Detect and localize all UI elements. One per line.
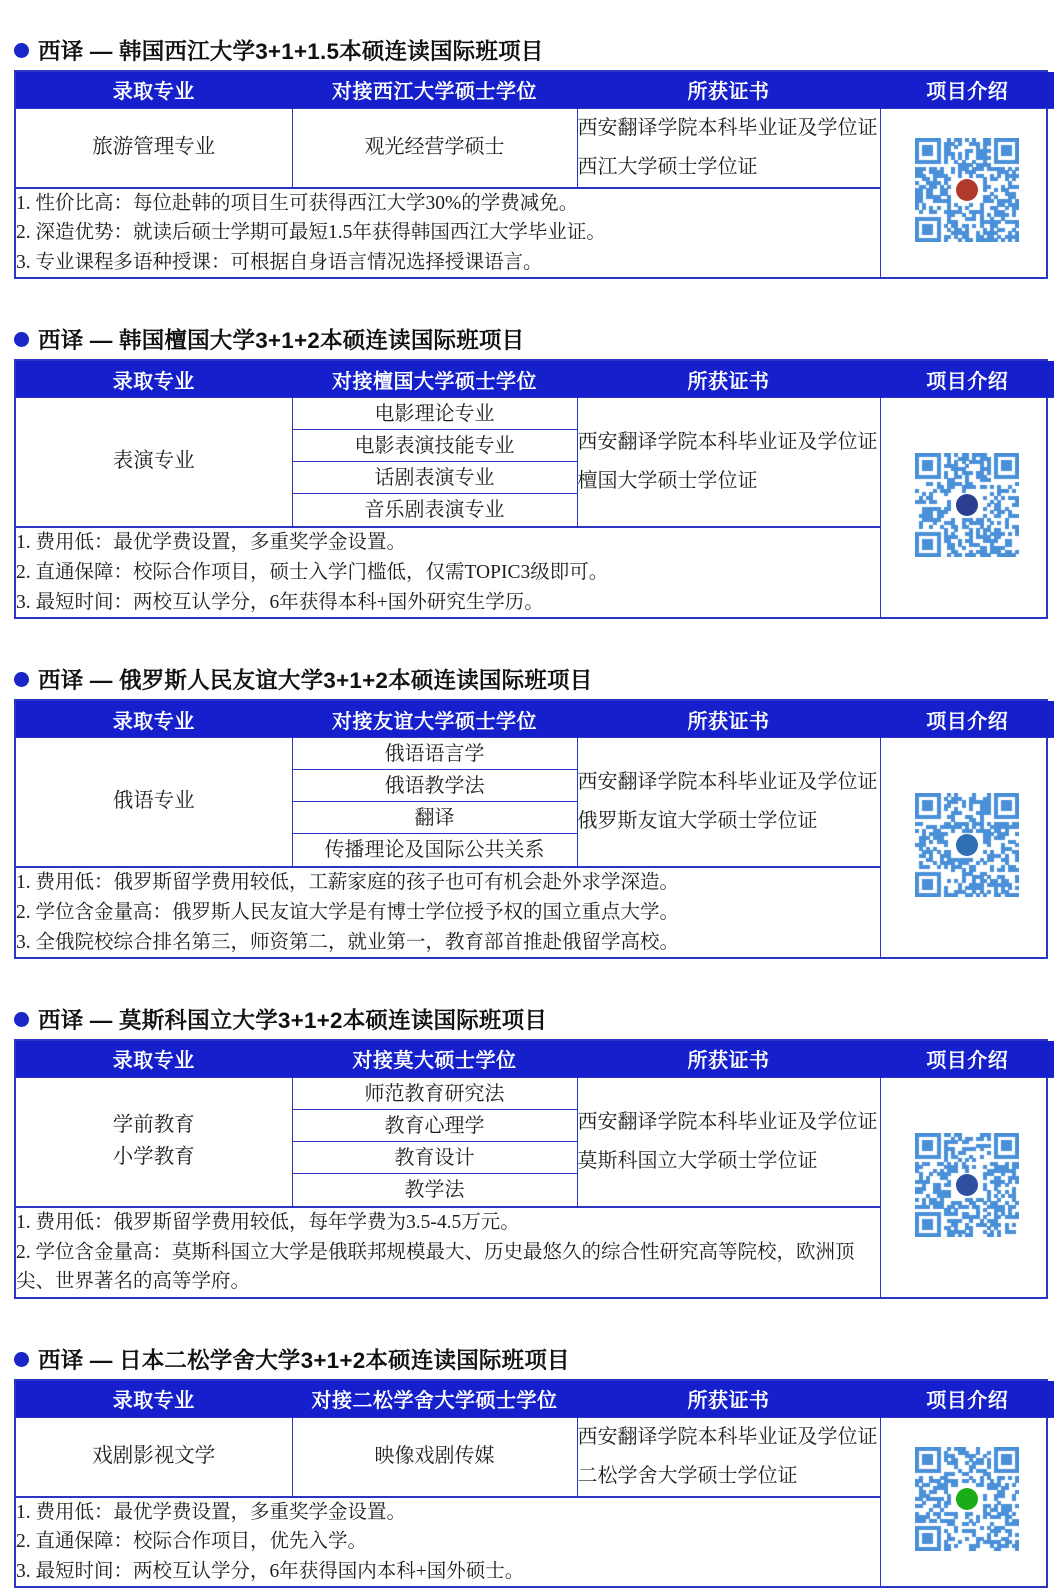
table-header-row: [16, 72, 1054, 108]
rudn-emblem-logo-icon: [956, 834, 978, 856]
filled-circle-bullet-icon: [14, 1352, 29, 1367]
degree-item: 教育设计: [293, 1142, 577, 1174]
notes-cell: [16, 867, 880, 957]
column-header: 所获证书: [577, 1381, 880, 1417]
column-header: 项目介绍: [880, 361, 1054, 397]
major-line: 旅游管理专业: [92, 135, 216, 158]
degree-item: 俄语语言学: [293, 738, 577, 770]
degree-list-cell: [292, 1077, 577, 1207]
column-header: 对接檀国大学硕士学位: [292, 361, 577, 397]
section-spacer: [0, 1299, 1062, 1339]
major-line: 俄语专业: [112, 790, 195, 813]
note-line: 2. 直通保障：校际合作项目，优先入学。: [16, 1531, 368, 1553]
column-header: 对接二松学舍大学硕士学位: [292, 1381, 577, 1417]
major-cell: [16, 1077, 292, 1207]
notes-cell: [16, 188, 880, 278]
section-title-text: 西译 — 韩国檀国大学3+1+2本硕连读国际班项目: [38, 328, 525, 354]
note-line: 3. 最短时间：两校互认学分，6年获得本科+国外研究生学历。: [16, 591, 544, 613]
qr-center-logo: [956, 834, 978, 856]
qr-code[interactable]: [915, 1447, 1019, 1551]
filled-circle-bullet-icon: [14, 43, 29, 58]
section-spacer: [0, 959, 1062, 999]
program-table: [14, 699, 1048, 959]
qr-code[interactable]: [915, 793, 1019, 897]
major-line: 学前教育: [112, 1114, 195, 1137]
program-table: [14, 70, 1048, 279]
column-header: 对接西江大学硕士学位: [292, 72, 577, 108]
note-line: 2. 学位含金量高：俄罗斯人民友谊大学是有博士学位授予权的国立重点大学。: [16, 901, 680, 923]
note-line: 2. 深造优势：就读后硕士学期可最短1.5年获得韩国西江大学毕业证。: [16, 222, 606, 244]
certificate-line: 西安翻译学院本科毕业证及学位证: [577, 1110, 878, 1133]
certificate-line: 西江大学硕士学位证: [577, 155, 758, 178]
qr-code[interactable]: [915, 138, 1019, 242]
column-header: 项目介绍: [880, 1381, 1054, 1417]
section-title-text: 西译 — 日本二松学舍大学3+1+2本硕连读国际班项目: [38, 1348, 570, 1373]
qr-code[interactable]: [915, 1133, 1019, 1237]
degree-item: 电影表演技能专业: [293, 430, 577, 462]
note-line: 1. 费用低：俄罗斯留学费用较低，每年学费为3.5-4.5万元。: [16, 1212, 520, 1234]
section-title-text: 西译 — 俄罗斯人民友谊大学3+1+2本硕连读国际班项目: [38, 668, 593, 694]
certificate-cell: [577, 1077, 880, 1207]
project-intro-qr-cell[interactable]: [880, 1077, 1054, 1297]
table-header-row: [16, 1041, 1054, 1077]
section-title: [0, 999, 1062, 1039]
notes-cell: [16, 1207, 880, 1297]
table-body-row: [16, 1417, 1054, 1497]
major-line: 表演专业: [112, 450, 195, 473]
section-spacer: [0, 279, 1062, 319]
program-table: [14, 1379, 1048, 1588]
column-header: 录取专业: [16, 701, 292, 737]
degree-cell: 映像戏剧传媒: [292, 1417, 577, 1497]
column-header: 项目介绍: [880, 72, 1054, 108]
major-line: 小学教育: [112, 1145, 195, 1168]
qr-center-logo: [956, 1174, 978, 1196]
wechat-channel-logo-icon: [956, 1488, 978, 1510]
section-title: [0, 319, 1062, 359]
note-line: 3. 最短时间：两校互认学分，6年获得国内本科+国外硕士。: [16, 1560, 525, 1582]
qr-center-logo: [956, 179, 978, 201]
certificate-line: 二松学舍大学硕士学位证: [577, 1464, 798, 1487]
note-line: 1. 费用低：最优学费设置，多重奖学金设置。: [16, 1501, 407, 1523]
certificate-line: 西安翻译学院本科毕业证及学位证: [577, 1425, 878, 1448]
program-section: [0, 279, 1062, 619]
program-table: [14, 1039, 1048, 1299]
degree-item: 师范教育研究法: [293, 1078, 577, 1110]
note-line: 1. 性价比高：每位赴韩的项目生可获得西江大学30%的学费减免。: [16, 192, 579, 214]
qr-center-logo: [956, 494, 978, 516]
degree-cell: 观光经营学硕士: [292, 108, 577, 188]
certificate-cell: [577, 737, 880, 867]
note-line: 3. 专业课程多语种授课：可根据自身语言情况选择授课语言。: [16, 251, 543, 273]
section-spacer: [0, 619, 1062, 659]
filled-circle-bullet-icon: [14, 672, 29, 687]
note-line: 3. 全俄院校综合排名第三，师资第二，就业第一，教育部首推赴俄留学高校。: [16, 931, 680, 953]
column-header: 所获证书: [577, 701, 880, 737]
degree-item: 音乐剧表演专业: [364, 498, 505, 521]
section-title-text: 西译 — 韩国西江大学3+1+1.5本硕连读国际班项目: [38, 39, 544, 64]
certificate-cell: [577, 108, 880, 188]
column-header: 所获证书: [577, 361, 880, 397]
certificate-cell: [577, 397, 880, 527]
table-body-row: [16, 397, 1054, 527]
certificate-line: 俄罗斯友谊大学硕士学位证: [577, 810, 818, 832]
degree-list-cell: [292, 737, 577, 867]
project-intro-qr-cell[interactable]: [880, 1417, 1054, 1586]
degree-item: 话剧表演专业: [293, 462, 577, 494]
column-header: 录取专业: [16, 1041, 292, 1077]
column-header: 对接友谊大学硕士学位: [292, 701, 577, 737]
program-section: [0, 619, 1062, 959]
program-section: [0, 1299, 1062, 1588]
table-header-row: [16, 701, 1054, 737]
degree-item: 传播理论及国际公共关系: [324, 838, 545, 861]
column-header: 录取专业: [16, 361, 292, 397]
degree-item: 电影理论专业: [293, 398, 577, 430]
column-header: 项目介绍: [880, 1041, 1054, 1077]
degree-item: 俄语教学法: [293, 770, 577, 802]
qr-center-logo: [956, 1488, 978, 1510]
certificate-cell: [577, 1417, 880, 1497]
major-cell: [16, 397, 292, 527]
column-header: 录取专业: [16, 72, 292, 108]
filled-circle-bullet-icon: [14, 332, 29, 347]
section-title: [0, 659, 1062, 699]
notes-cell: [16, 1497, 880, 1587]
notes-cell: [16, 527, 880, 617]
column-header: 所获证书: [577, 1041, 880, 1077]
major-line: 戏剧影视文学: [92, 1444, 216, 1467]
table-body-row: [16, 737, 1054, 867]
note-line: 2. 直通保障：校际合作项目，硕士入学门槛低，仅需TOPIC3级即可。: [16, 562, 609, 583]
certificate-line: 西安翻译学院本科毕业证及学位证: [577, 431, 878, 454]
certificate-line: 西安翻译学院本科毕业证及学位证: [577, 771, 878, 793]
msu-emblem-logo-icon: [956, 1174, 978, 1196]
column-header: 所获证书: [577, 72, 880, 108]
degree-item: 翻译: [293, 802, 577, 834]
project-intro-qr-cell[interactable]: [880, 397, 1054, 617]
column-header: 对接莫大硕士学位: [292, 1041, 577, 1077]
certificate-line: 西安翻译学院本科毕业证及学位证: [577, 116, 878, 139]
major-cell: [16, 737, 292, 867]
section-title-text: 西译 — 莫斯科国立大学3+1+2本硕连读国际班项目: [38, 1008, 548, 1034]
column-header: 项目介绍: [880, 701, 1054, 737]
project-intro-qr-cell[interactable]: [880, 108, 1054, 277]
degree-list-cell: [292, 397, 577, 527]
note-line: 1. 费用低：俄罗斯留学费用较低，工薪家庭的孩子也可有机会赴外求学深造。: [16, 872, 680, 894]
dankook-seal-logo-icon: [956, 494, 978, 516]
table-body-row: [16, 108, 1054, 188]
program-table: [14, 359, 1048, 619]
project-intro-qr-cell[interactable]: [880, 737, 1054, 957]
section-spacer: [0, 0, 1062, 30]
column-header: 录取专业: [16, 1381, 292, 1417]
section-title: [0, 1339, 1062, 1379]
note-line: 1. 费用低：最优学费设置，多重奖学金设置。: [16, 532, 407, 554]
table-header-row: [16, 1381, 1054, 1417]
major-cell: [16, 108, 292, 188]
major-cell: [16, 1417, 292, 1497]
certificate-line: 莫斯科国立大学硕士学位证: [577, 1149, 818, 1172]
filled-circle-bullet-icon: [14, 1012, 29, 1027]
table-body-row: [16, 1077, 1054, 1207]
certificate-line: 檀国大学硕士学位证: [577, 470, 758, 493]
program-section: [0, 0, 1062, 279]
degree-item: 教育心理学: [293, 1110, 577, 1142]
section-title: [0, 30, 1062, 70]
program-section: [0, 959, 1062, 1299]
xafy-card-logo-icon: [956, 179, 978, 201]
table-header-row: [16, 361, 1054, 397]
qr-code[interactable]: [915, 453, 1019, 557]
note-line: 2. 学位含金量高：莫斯科国立大学是俄联邦规模最大、历史最悠久的综合性研究高等院校，欧洲顶尖、世界著名的高等学府。: [16, 1241, 855, 1293]
degree-item: 教学法: [404, 1178, 465, 1201]
